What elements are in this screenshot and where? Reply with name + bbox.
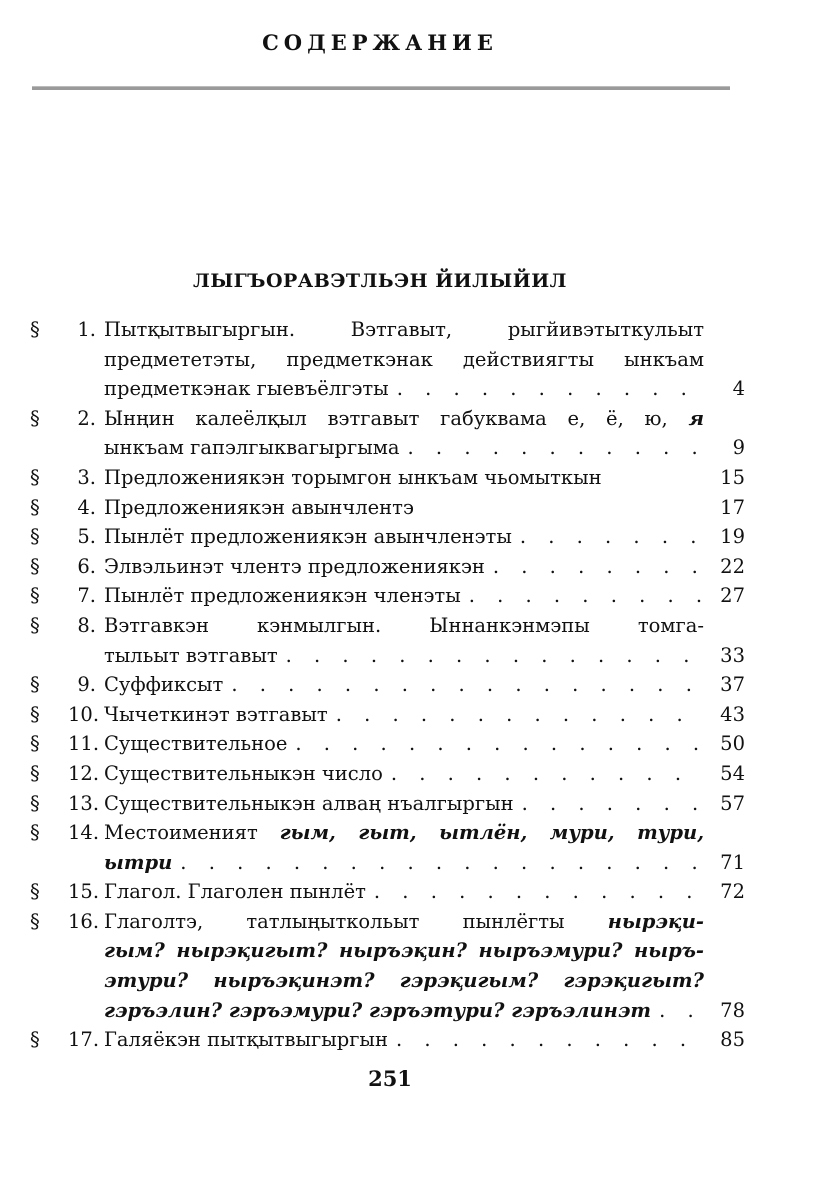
- section-sign: §: [30, 465, 40, 489]
- entry-page-number: 85: [720, 1028, 745, 1052]
- toc-entry: [30, 907, 745, 1025]
- entry-text-segment: Существительное: [104, 732, 288, 756]
- section-sign: §: [30, 1028, 40, 1052]
- toc-entry: [30, 522, 745, 552]
- section-sign: §: [30, 495, 40, 519]
- entry-text: [104, 493, 704, 523]
- title-rule: [32, 86, 730, 90]
- entry-text-segment: Глаголтэ, татлыңыткольыт пынлёгты: [104, 909, 608, 933]
- toc-entry: [30, 493, 745, 523]
- section-sign: §: [30, 554, 40, 578]
- entry-line: [104, 877, 704, 907]
- entry-text: [104, 1025, 704, 1055]
- entry-page-number: 22: [720, 554, 745, 578]
- page-column: [704, 463, 745, 493]
- section-sign: §: [30, 673, 40, 697]
- entry-line: [104, 641, 704, 671]
- entry-number: 17.: [68, 1028, 100, 1052]
- entry-page-number: 54: [720, 761, 745, 785]
- page-column: [704, 404, 745, 463]
- dot-leader: [366, 877, 704, 907]
- toc-entry: [30, 877, 745, 907]
- toc-entry: [30, 611, 745, 670]
- section-sign: §: [30, 880, 40, 904]
- entry-line: [104, 700, 704, 730]
- entry-text-segment: предмететэты, предметкэнак действиягты ынкъам: [104, 347, 704, 371]
- entry-text: [104, 700, 704, 730]
- entry-line: [104, 789, 704, 819]
- entry-text: [104, 404, 704, 463]
- page-column: [704, 552, 745, 582]
- entry-text-segment: Существительныкэн алваң нъалгыргын: [104, 791, 514, 815]
- dot-leader: [388, 1025, 704, 1055]
- entry-line: [104, 433, 704, 463]
- entry-text: [104, 729, 704, 759]
- entry-text-segment: Глагол. Глаголен пынлёт: [104, 880, 366, 904]
- entry-line: [104, 759, 704, 789]
- entry-text-segment: Пынлёт предложениякэн авынчленэты: [104, 525, 512, 549]
- entry-line: [104, 315, 704, 345]
- toc-entry: [30, 818, 745, 877]
- page-column: [704, 611, 745, 670]
- page-column: [704, 1025, 745, 1055]
- entry-page-number: 9: [732, 436, 745, 460]
- entry-page-number: 50: [720, 732, 745, 756]
- section-sign: §: [30, 791, 40, 815]
- page-column: [704, 581, 745, 611]
- toc-entry: [30, 670, 745, 700]
- entry-number: 8.: [77, 613, 96, 637]
- entry-line: [104, 936, 704, 966]
- entry-text-segment: ынкъам гапэлгыквагыргыма: [104, 436, 400, 460]
- entry-line: [104, 907, 704, 937]
- entry-line: [104, 670, 704, 700]
- entry-line: [104, 581, 704, 611]
- entry-page-number: 19: [720, 525, 745, 549]
- entry-line: [104, 848, 704, 878]
- entry-text: [104, 877, 704, 907]
- dot-leader: [328, 700, 704, 730]
- entry-text-segment: Пынлёт предложениякэн членэты: [104, 584, 461, 608]
- entry-text-segment: Чычеткинэт вэтгавыт: [104, 702, 328, 726]
- entry-text-segment: предметкэнак гыевъёлгэты: [104, 377, 389, 401]
- entry-page-number: 37: [720, 673, 745, 697]
- page-number: 251: [368, 1066, 412, 1091]
- section-sign: §: [30, 702, 40, 726]
- entry-number: 14.: [68, 821, 100, 845]
- entry-page-number: 43: [720, 702, 745, 726]
- toc-entry: [30, 581, 745, 611]
- dot-leader: [485, 552, 704, 582]
- entry-text-segment: Вэтгавкэн кэнмылгын. Ыннанкэнмэпы томга-: [104, 613, 704, 637]
- entry-number: 7.: [77, 584, 96, 608]
- entry-line: [104, 818, 704, 848]
- section-heading: ЛЫГЪОРАВЭТЛЬЭН ЙИЛЫЙИЛ: [193, 270, 567, 292]
- entry-text: [104, 463, 704, 493]
- section-sign: §: [30, 406, 40, 430]
- page-column: [704, 907, 745, 1025]
- italic-term: этури? ныръэқинэт? гэрэқигым? гэрэқигыт?: [104, 969, 704, 993]
- page-column: [704, 670, 745, 700]
- entry-line: [104, 345, 704, 375]
- entry-text: [104, 907, 704, 1025]
- entry-text: [104, 581, 704, 611]
- entry-line: [104, 552, 704, 582]
- section-sign: §: [30, 584, 40, 608]
- dot-leader: [172, 848, 704, 878]
- entry-line: [104, 522, 704, 552]
- entry-number: 13.: [68, 791, 100, 815]
- entry-number: 9.: [77, 673, 96, 697]
- dot-leader: [389, 374, 704, 404]
- entry-text: [104, 522, 704, 552]
- dot-leader: [400, 433, 704, 463]
- page-column: [704, 877, 745, 907]
- toc-entry: [30, 729, 745, 759]
- table-of-contents: [30, 315, 745, 1055]
- entry-text-segment: Ынңин калеёлқыл вэтгавыт габуквама е, ё, ю,: [104, 406, 689, 430]
- section-sign: §: [30, 761, 40, 785]
- entry-number: 12.: [68, 761, 100, 785]
- entry-page-number: 78: [720, 998, 745, 1022]
- entry-page-number: 72: [720, 880, 745, 904]
- entry-text-segment: Суффиксыт: [104, 673, 224, 697]
- dot-leader: [512, 522, 704, 552]
- entry-page-number: 71: [720, 850, 745, 874]
- toc-entry: [30, 759, 745, 789]
- entry-number: 15.: [68, 880, 100, 904]
- entry-text-segment: Существительныкэн число: [104, 761, 383, 785]
- entry-text: [104, 818, 704, 877]
- entry-text: [104, 552, 704, 582]
- dot-leader: [278, 641, 704, 671]
- italic-term: я: [688, 406, 704, 430]
- dot-leader: [223, 670, 704, 700]
- page-column: [704, 789, 745, 819]
- entry-text-segment: Галяёкэн пытқытвыгыргын: [104, 1028, 388, 1052]
- entry-page-number: 33: [720, 643, 745, 667]
- italic-term: гым, гыт, ытлён, мури, тури,: [279, 821, 705, 845]
- entry-line: [104, 729, 704, 759]
- entry-text: [104, 670, 704, 700]
- section-sign: §: [30, 732, 40, 756]
- entry-line: [104, 611, 704, 641]
- entry-page-number: 15: [720, 465, 745, 489]
- page-title: СОДЕРЖАНИЕ: [262, 30, 498, 55]
- toc-entry: [30, 789, 745, 819]
- entry-number: 10.: [68, 702, 100, 726]
- entry-text: [104, 759, 704, 789]
- entry-number: 11.: [68, 732, 100, 756]
- entry-number: 3.: [77, 465, 96, 489]
- entry-line: [104, 493, 704, 523]
- page-column: [704, 700, 745, 730]
- entry-page-number: 4: [732, 377, 745, 401]
- italic-term: ытри: [104, 850, 173, 874]
- entry-number: 16.: [68, 909, 100, 933]
- dot-leader: [383, 759, 704, 789]
- entry-line: [104, 1025, 704, 1055]
- entry-page-number: 27: [720, 584, 745, 608]
- page-column: [704, 522, 745, 552]
- section-sign: §: [30, 613, 40, 637]
- entry-text-segment: Предложениякэн авынчлентэ: [104, 495, 414, 519]
- entry-text: [104, 789, 704, 819]
- italic-term: гым? нырэқигыт? ныръэқин? ныръэмури? ныръ-: [104, 939, 704, 963]
- italic-term: гэръэлин? гэръэмури? гэръэтури? гэръэлинэт: [104, 998, 652, 1022]
- entry-line: [104, 996, 704, 1026]
- entry-line: [104, 404, 704, 434]
- section-sign: §: [30, 909, 40, 933]
- entry-text: [104, 315, 704, 404]
- entry-text-segment: тыльыт вэтгавыт: [104, 643, 278, 667]
- toc-entry: [30, 552, 745, 582]
- entry-number: 2.: [77, 406, 96, 430]
- section-sign: §: [30, 318, 40, 341]
- dot-leader: [514, 789, 704, 819]
- entry-page-number: 57: [720, 791, 745, 815]
- entry-line: [104, 374, 704, 404]
- dot-leader: [287, 729, 704, 759]
- entry-text-segment: Предложениякэн торымгон ынкъам чьомыткын: [104, 465, 602, 489]
- entry-text: [104, 611, 704, 670]
- toc-entry: [30, 700, 745, 730]
- dot-leader: [461, 581, 704, 611]
- section-sign: §: [30, 525, 40, 549]
- toc-entry: [30, 315, 745, 404]
- entry-text-segment: Элвэльинэт члентэ предложениякэн: [104, 554, 485, 578]
- page-column: [704, 818, 745, 877]
- entry-number: 1.: [77, 318, 96, 341]
- page-column: [704, 729, 745, 759]
- entry-number: 6.: [77, 554, 96, 578]
- italic-term: нырэқи-: [607, 909, 704, 933]
- entry-text-segment: Местоименият: [104, 821, 280, 845]
- toc-entry: [30, 1025, 745, 1055]
- dot-leader: [651, 996, 704, 1026]
- entry-line: [104, 966, 704, 996]
- entry-number: 4.: [77, 495, 96, 519]
- page-column: [704, 315, 745, 404]
- page-column: [704, 759, 745, 789]
- entry-page-number: 17: [720, 495, 745, 519]
- toc-entry: [30, 404, 745, 463]
- page-column: [704, 493, 745, 523]
- entry-number: 5.: [77, 525, 96, 549]
- entry-line: [104, 463, 704, 493]
- toc-entry: [30, 463, 745, 493]
- entry-text-segment: Пытқытвыгыргын. Вэтгавыт, рыгйивэтыткульыт: [104, 318, 704, 341]
- section-sign: §: [30, 821, 40, 845]
